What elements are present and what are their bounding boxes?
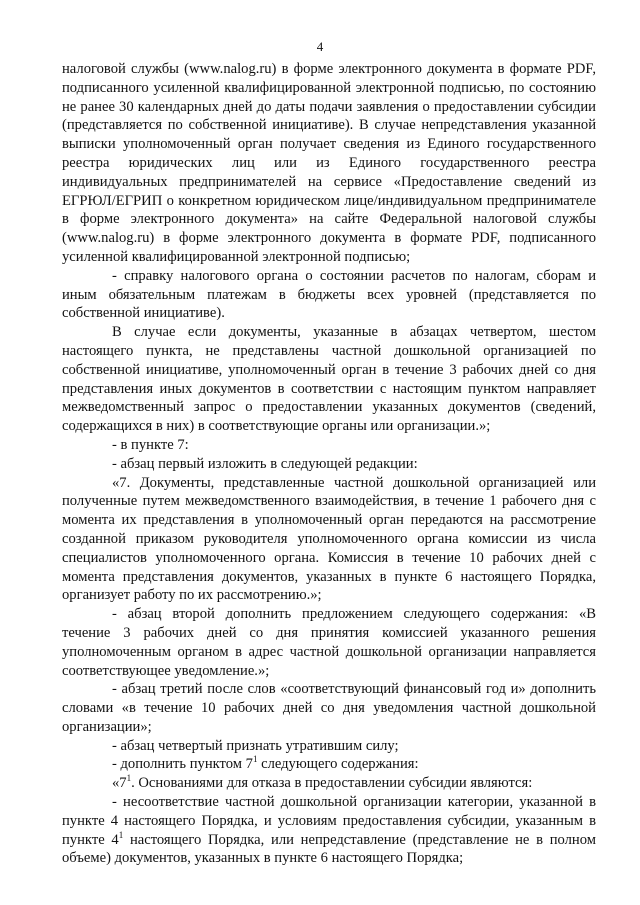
paragraph-third-abzac: - абзац третий после слов «соответствующий финансовый год и» дополнить словами «в течение 10 рабочих дней со дня уведомления частной дошкольной организации»; xyxy=(62,681,596,735)
paragraph-interagency-request: В случае если документы, указанные в абзацах четвертом, шестом настоящего пункта, не представлены частной дошкольной организацией по собственной инициативе, уполномоченный орган в течение 3 рабочих дней со дня представления иных документов в соответствии с настоящим пунктом направляет межведомственный запрос о предоставлении указанных документов (сведений, содержащихся в них) в соответствующие органы или организации.»; xyxy=(62,324,596,435)
superscript: 1 xyxy=(118,829,124,840)
paragraph-first-abzac: - абзац первый изложить в следующей редакции: xyxy=(112,455,418,472)
text-segment: настоящего Порядка, или непредставление (представление не в полном объеме) документов, указанных в пункте 6 настоящего Порядка; xyxy=(62,831,596,867)
paragraph-item-7: - в пункте 7: xyxy=(112,436,189,453)
paragraph-refusal-grounds xyxy=(62,774,596,793)
paragraph-egrul-extract: налоговой службы (www.nalog.ru) в форме электронного документа в формате PDF, подписанного усиленной квалифицированной электронной подписью, по состоянию не ранее 30 календарных дней до даты подачи заявления о предоставлении субсидии (представляется по собственной инициативе). В случае непредставления указанной выписки уполномоченный орган получает сведения из Единого государственного реестра юридических лиц или из Единого государственного реестра индивидуальных предпринимателей на сервисе «Предоставление сведений из ЕГРЮЛ/ЕГРИП о конкретном юридическом лице/индивидуальном предпринимателе в форме электронного документа» на сайте Федеральной налоговой службы (www.nalog.ru) в форме электронного документа в формате PDF, подписанного усиленной квалифицированной электронной подписью; xyxy=(62,61,596,265)
text-segment: - дополнить пунктом 7 xyxy=(112,756,253,773)
paragraph-second-abzac: - абзац второй дополнить предложением следующего содержания: «В течение 3 рабочих дней со дня принятия комиссией указанного решения уполномоченным органом в адрес частной дошкольной организации направляется соответствующее уведомление.»; xyxy=(62,606,596,679)
text-segment: . Основаниями для отказа в предоставлении субсидии являются: xyxy=(131,775,533,792)
paragraph-item-7-text: «7. Документы, представленные частной дошкольной организацией или полученные путем межведомственного взаимодействия, в течение 1 рабочего дня с момента их представления в уполномоченный орган передаются на рассмотрение созданной приказом руководителя уполномоченного органа комиссии из числа специалистов уполномоченного органа. Комиссия в течение 10 рабочих дней с момента представления документов, указанных в пункте 6 настоящего Порядка, организует работу по их рассмотрению.»; xyxy=(62,474,596,604)
text-segment: следующего содержания: xyxy=(257,756,419,773)
superscript: 1 xyxy=(126,773,132,784)
paragraph-noncompliance xyxy=(62,793,596,868)
document-body xyxy=(62,60,596,868)
superscript: 1 xyxy=(252,754,258,765)
page-number: 4 xyxy=(316,39,324,54)
text-segment: «7 xyxy=(112,775,127,792)
paragraph-fourth-abzac: - абзац четвертый признать утратившим силу; xyxy=(112,737,399,754)
paragraph-tax-certificate: - справку налогового органа о состоянии расчетов по налогам, сборам и иным обязательным платежам в бюджеты всех уровней (представляется по собственной инициативе). xyxy=(62,267,596,322)
text-segment: - несоответствие частной дошкольной организации категории, указанной в пункте 4 настоящего Порядка, и условиям предоставления субсидии, указанным в пункте 4 xyxy=(62,794,596,848)
paragraph-supplement-7-1 xyxy=(62,755,596,774)
